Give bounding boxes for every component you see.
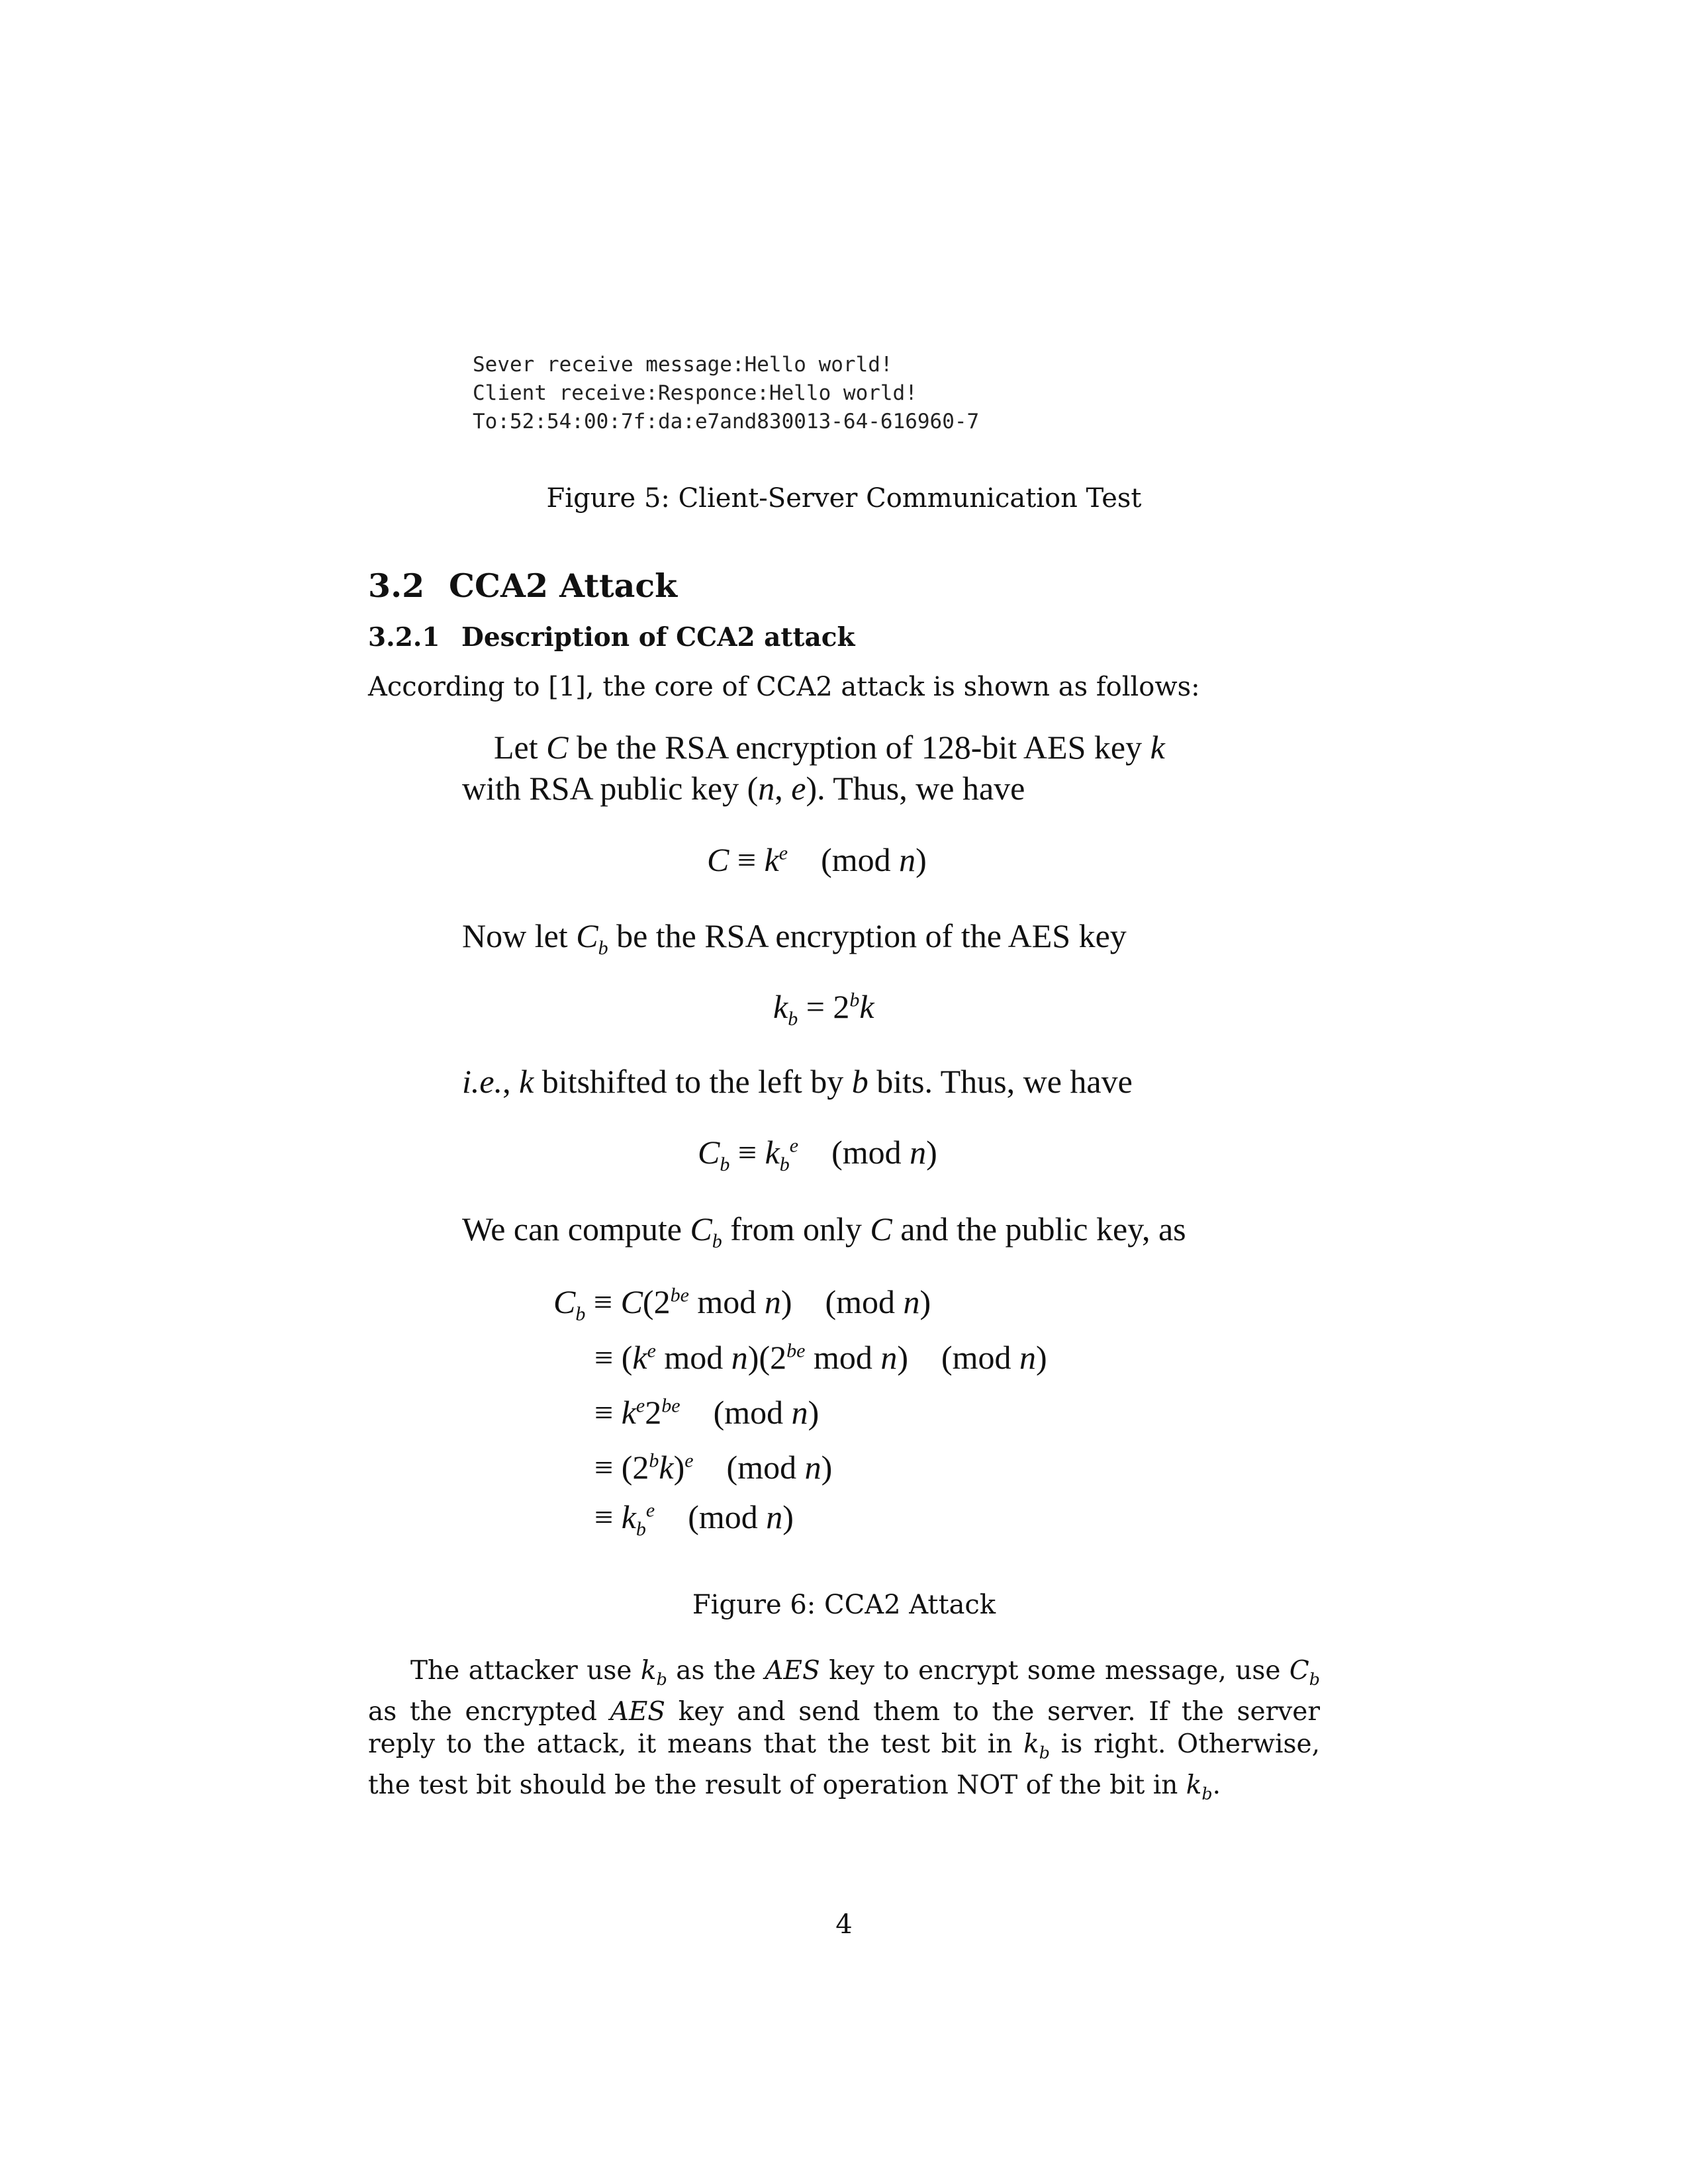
fig6-line: Let C be the RSA encryption of 128-bit AES key k xyxy=(494,729,1165,766)
derivation-line: ≡ $k^e2^{be}$ (mod n) xyxy=(594,1394,820,1431)
body-paragraph: The attacker use $k_b$ as the AES key to encrypt some message, use $C_b$ as the encrypted AES key and send them to the server. If the server reply to the attack, it means that the test bit in $k_b$ is right. Otherwise, the test bit should be the result of operation NOT of the bit in $k_b$. xyxy=(368,1656,1321,1803)
terminal-line: Sever receive message:Hello world! xyxy=(473,353,893,377)
subsection-heading xyxy=(368,622,855,653)
derivation-line: ≡ $k_b^e$ (mod n) xyxy=(594,1498,794,1540)
section-number: 3.2 xyxy=(368,567,425,605)
equation-cb-equiv-kb-e: $C_b \equiv k_b^e$ (mod n) xyxy=(698,1134,937,1175)
terminal-output xyxy=(473,351,979,436)
page-number: 4 xyxy=(835,1909,853,1940)
intro-paragraph: According to [1], the core of CCA2 attack is shown as follows: xyxy=(368,672,1200,702)
derivation-line: ≡ $(2^bk)^e$ (mod n) xyxy=(594,1449,833,1486)
derivation-line: ≡ ($k^e$ mod $n)(2^{be}$ mod n) (mod n) xyxy=(594,1339,1047,1376)
section-heading xyxy=(368,567,677,605)
fig6-line: Now let $C_b$ be the RSA encryption of the AES key xyxy=(462,917,1127,959)
section-title: CCA2 Attack xyxy=(449,567,678,605)
terminal-line: Client receive:Responce:Hello world! xyxy=(473,381,917,405)
figure-5-caption: Figure 5: Client-Server Communication Test xyxy=(546,483,1142,514)
derivation-line: $C_b \equiv C(2^{be}$ mod n) (mod n) xyxy=(553,1283,931,1325)
fig6-line: We can compute $C_b$ from only C and the public key, as xyxy=(462,1210,1186,1252)
figure-6-caption: Figure 6: CCA2 Attack xyxy=(692,1590,996,1620)
terminal-line: To:52:54:00:7f:da:e7and830013-64-616960-7 xyxy=(473,410,980,433)
subsection-title: Description of CCA2 attack xyxy=(461,622,855,653)
fig6-line: i.e., k bitshifted to the left by b bits. Thus, we have xyxy=(462,1063,1133,1100)
subsection-number: 3.2.1 xyxy=(368,622,440,653)
equation-kb: $k_b = 2^bk$ xyxy=(773,988,874,1030)
equation-c-equiv-k-e: $C \equiv k^e$ (mod n) xyxy=(707,841,927,878)
fig6-line: with RSA public key (n, e). Thus, we have xyxy=(462,770,1025,807)
